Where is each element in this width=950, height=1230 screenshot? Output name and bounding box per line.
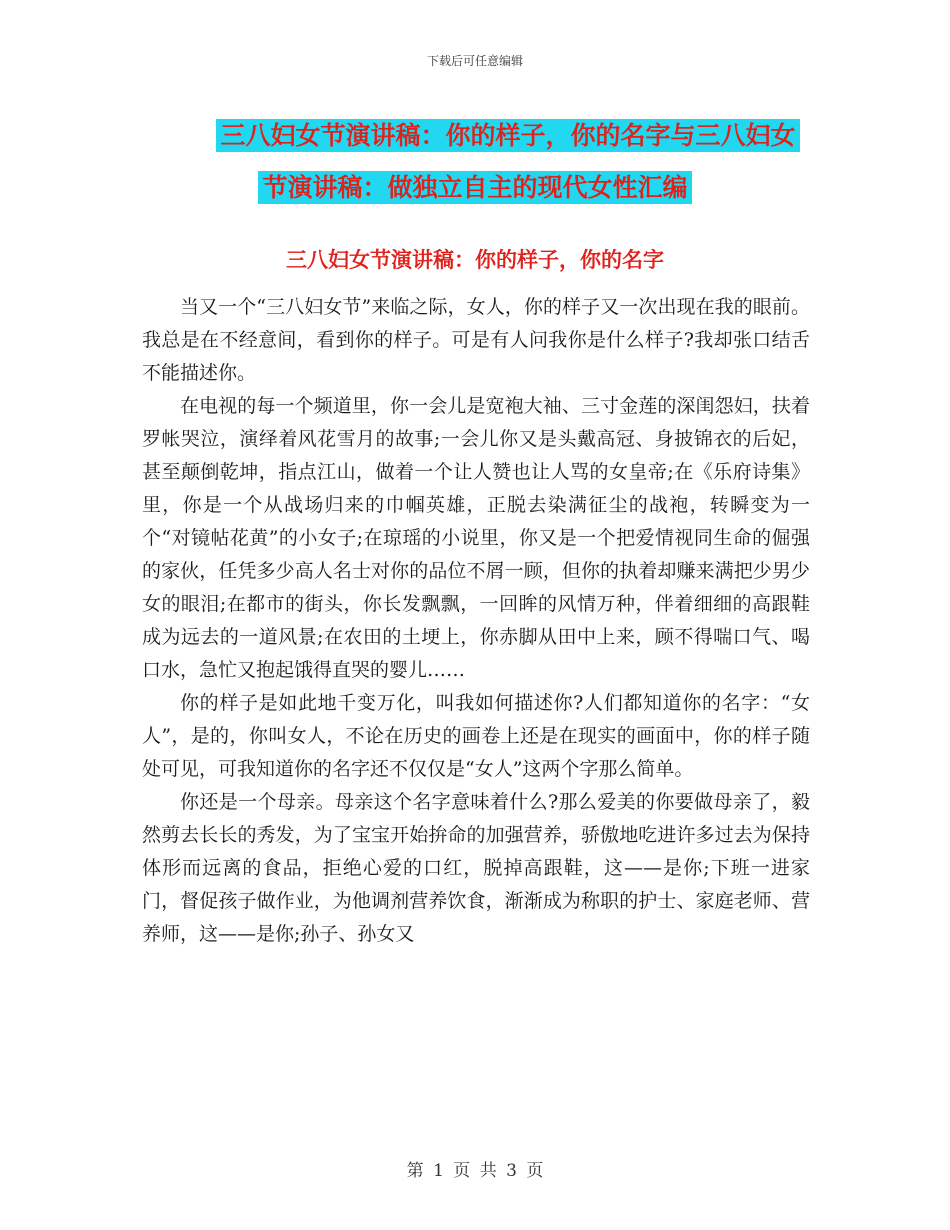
paragraph-2: 在电视的每一个频道里，你一会儿是宽袍大袖、三寸金莲的深闺怨妇，扶着罗帐哭泣，演绎着风花雪月的故事;一会儿你又是头戴高冠、身披锦衣的后妃，甚至颠倒乾坤，指点江山，做着一个让人赞也让人骂的女皇帝;在《乐府诗集》里，你是一个从战场归来的巾帼英雄，正脱去染满征尘的战袍，转瞬变为一个“对镜帖花黄”的小女子;在琼瑶的小说里，你又是一个把爱情视同生命的倔强的家伙，任凭多少高人名士对你的品位不屑一顾，但你的执着却赚来满把少男少女的眼泪;在都市的街头，你长发飘飘，一回眸的风情万种，伴着细细的高跟鞋成为远去的一道风景;在农田的土埂上，你赤脚从田中上来，顾不得喘口气、喝口水，急忙又抱起饿得直哭的婴儿…… [142,395,810,681]
paragraph-4: 你还是一个母亲。母亲这个名字意味着什么?那么爱美的你要做母亲了，毅然剪去长长的秀发，为了宝宝开始拚命的加强营养，骄傲地吃进许多过去为保持体形而远离的食品，拒绝心爱的口红，脱掉高跟鞋，这——是你;下班一进家门，督促孩子做作业，为他调剂营养饮食，渐渐成为称职的护士、家庭老师、营养师，这——是你;孙子、孙女又 [142,791,810,945]
header-note: 下载后可任意编辑 [426,54,523,68]
paragraph-1: 当又一个“三八妇女节”来临之际，女人，你的样子又一次出现在我的眼前。我总是在不经意间，看到你的样子。可是有人问我你是什么样子?我却张口结舌不能描述你。 [142,296,810,384]
page-number-footer: 第 1 页 共 3 页 [406,1161,544,1181]
title-line-1-text: 三八妇女节演讲稿：你的样子，你的名字与三八妇女 [216,119,799,152]
title-line-2 [0,162,950,214]
section-heading: 三八妇女节演讲稿：你的样子，你的名字 [286,247,664,272]
paragraph-3: 你的样子是如此地千变万化，叫我如何描述你?人们都知道你的名字：“女人”，是的，你叫女人，不论在历史的画卷上还是在现实的画面中，你的样子随处可见，可我知道你的名字还不仅仅是“女人”这两个字那么简单。 [142,692,810,780]
body-text [142,291,810,951]
document-title [0,110,950,214]
title-line-2-text: 节演讲稿：做独立自主的现代女性汇编 [258,171,691,204]
title-line-1 [66,110,950,162]
